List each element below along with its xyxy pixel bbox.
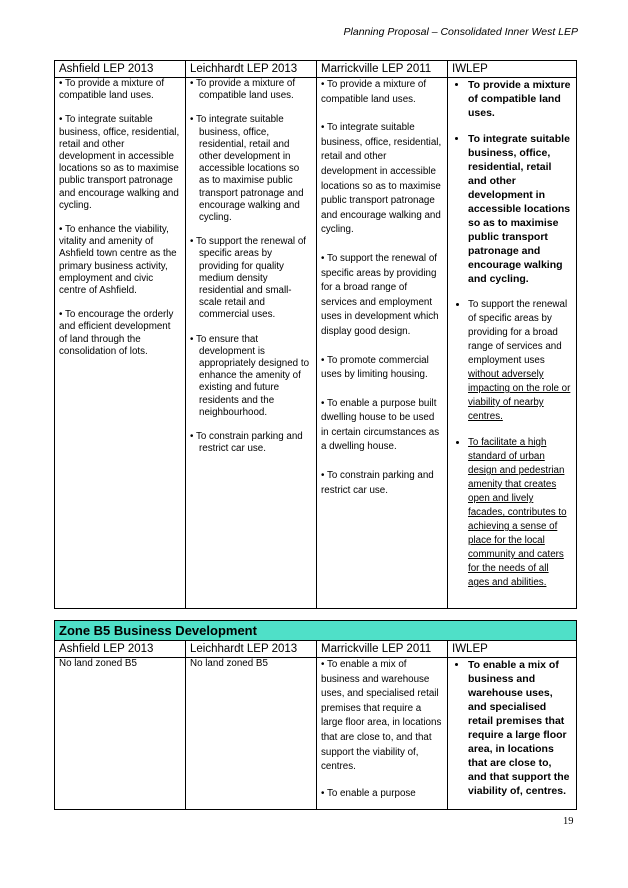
leichhardt-objectives-cell <box>186 78 317 609</box>
table-header-row <box>55 641 577 658</box>
column-header-ashfield: Ashfield LEP 2013 <box>55 61 186 78</box>
column-header-ashfield: Ashfield LEP 2013 <box>55 641 186 658</box>
zone-title-row <box>55 621 577 641</box>
zone-b5-table <box>54 620 577 810</box>
objective-item <box>468 298 572 424</box>
column-header-iwlep: IWLEP <box>448 61 577 78</box>
column-header-marrickville: Marrickville LEP 2011 <box>317 641 448 658</box>
objective-item: • To enable a purpose built dwelling house to be used in certain circumstances as a dwelling house. <box>321 397 440 453</box>
objective-item: • To ensure that development is appropriately designed to enhance the amenity of existing and future residents and the neighbourhood. <box>190 333 310 418</box>
objective-item: • To provide a mixture of compatible land uses. <box>468 78 572 120</box>
objective-item: • To encourage the orderly and efficient development of land through the consolidation of lots. <box>59 309 174 357</box>
column-header-leichhardt: Leichhardt LEP 2013 <box>186 641 317 658</box>
added-objective-item: • To facilitate a high standard of urban design and pedestrian amenity that creates open and lively facades, contributes to achieving a sense of place for the local community and caters for the needs of all ages and abilities. <box>468 436 572 590</box>
objective-item: • To support the renewal of specific areas by providing for quality medium density residential and small-scale retail and commercial uses. <box>190 236 306 321</box>
objective-item: • To constrain parking and restrict car use. <box>321 470 434 496</box>
ashfield-objectives-cell <box>55 78 186 609</box>
objective-item: • To provide a mixture of compatible land uses. <box>190 78 296 102</box>
page-number: 19 <box>563 816 574 827</box>
objective-item: • To enable a mix of business and warehouse uses, and specialised retail premises that require a large floor area, in locations that are close to, and that support the viability of, centres. <box>468 658 572 798</box>
objectives-table <box>54 60 577 609</box>
iwlep-objectives-cell <box>448 78 577 609</box>
objective-item: • To enhance the viability, vitality and amenity of Ashfield town centre as the primary business activity, employment and civic centre of Ashfield. <box>59 224 177 297</box>
objective-item: • To promote commercial uses by limiting housing. <box>321 354 429 381</box>
objective-item: • To integrate suitable business, office, residential, retail and other development in accessible locations so as to maximise public transport patronage and encourage walking and cycling. <box>468 132 572 286</box>
column-header-marrickville: Marrickville LEP 2011 <box>317 61 448 78</box>
table-header-row <box>55 61 577 78</box>
marrickville-objectives-cell <box>317 78 448 609</box>
iwlep-b5-cell <box>448 658 577 810</box>
objective-item: • To enable a purpose <box>321 787 416 799</box>
column-header-iwlep: IWLEP <box>448 641 577 658</box>
running-header: Planning Proposal – Consolidated Inner West LEP <box>343 26 578 38</box>
table-row <box>55 78 577 609</box>
leichhardt-b5-cell: No land zoned B5 <box>186 658 317 810</box>
zone-title: Zone B5 Business Development <box>55 621 577 641</box>
column-header-leichhardt: Leichhardt LEP 2013 <box>186 61 317 78</box>
ashfield-b5-cell: No land zoned B5 <box>55 658 186 810</box>
objective-item: • To provide a mixture of compatible land uses. <box>59 78 165 102</box>
objective-item: • To provide a mixture of compatible land uses. <box>321 79 427 105</box>
objective-item: • To integrate suitable business, office, residential, retail and other development in accessible locations so as to maximise public transport patronage and encourage walking and cycling. <box>321 122 442 236</box>
added-text: without adversely impacting on the role or viability of nearby centres. <box>468 369 571 422</box>
table-row <box>55 658 577 810</box>
marrickville-b5-cell <box>317 658 448 810</box>
objective-item: • To enable a mix of business and warehouse uses, and specialised retail premises that require a large floor area, in locations that are close to, and that support the viability of, centres. <box>321 659 442 773</box>
objective-text: To support the renewal of specific areas by providing for a broad range of services and employment uses <box>468 299 568 366</box>
objective-item: • To integrate suitable business, office, residential, retail and other development in accessible locations so as to maximise public transport patronage and encourage walking and cycling. <box>190 114 304 224</box>
objective-item: • To support the renewal of specific areas by providing for a broad range of services and employment uses in development which display good design. <box>321 252 439 337</box>
objective-item: • To integrate suitable business, office, residential, retail and other development in accessible locations so as to maximise public transport patronage and encourage walking and cycling. <box>59 114 180 211</box>
objective-item: • To constrain parking and restrict car use. <box>190 431 303 455</box>
